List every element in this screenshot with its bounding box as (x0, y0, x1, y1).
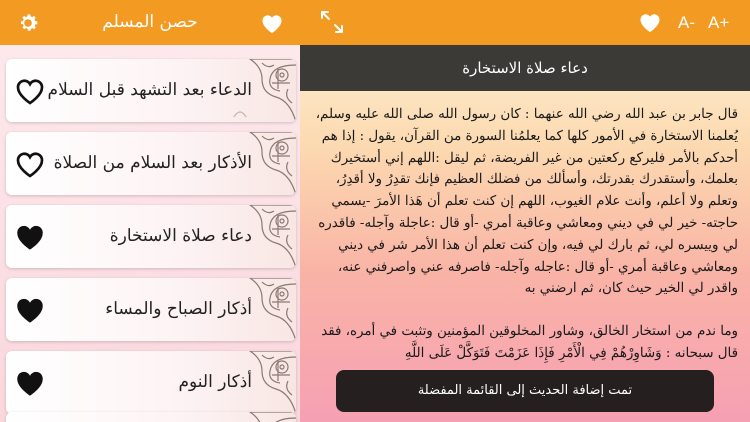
heart-outline-icon[interactable] (14, 149, 46, 179)
list-item[interactable] (6, 412, 296, 422)
list-item-label: أذكار الصباح والمساء (105, 299, 252, 319)
list-item-label: أذكار النوم (178, 372, 252, 392)
gear-icon[interactable] (12, 0, 44, 45)
list-item[interactable] (6, 278, 296, 341)
expand-icon[interactable] (318, 8, 346, 36)
dua-content (314, 104, 738, 386)
ornament-icon (232, 412, 296, 422)
sidebar-header (0, 0, 300, 45)
heart-outline-icon[interactable] (14, 76, 46, 106)
heart-filled-icon[interactable] (14, 222, 46, 252)
heart-filled-icon[interactable] (14, 295, 46, 325)
favorite-heart-icon[interactable] (638, 11, 662, 33)
font-increase-button[interactable]: A+ (708, 13, 730, 32)
dua-paragraph: قال جابر بن عبد الله رضي الله عنهما : كان رسول الله صلى الله عليه وسلم، يُعلمنا الاستخارة في الأمور كلها كما يعلمُنا السورة من القرآن، يقول : إذا هم أحدكم بالأمر فليركع ركعتين من غير الفريضة، ثم ليقل :اللهم إني أستخيرك بعلمك، وأستقدرك بقدرتك، وأسألك من فضلك العظيم فإنك تقدِرُ ولا أقدِرُ، وتعلم ولا أعلم، وأنت علام الغيوب، اللهم إن كنت تعلم أن هَذا الأمرَ -يسمي حاجته- خير لي في ديني ومعاشي وعاقبة أمري -أو قال :عاجلة وآجله- فاقدره لي وييسره لي، ثم بارك لي فيه، وإن كنت تعلم أن هذا الأمر شر في ديني ومعاشي وعاقبة أمري -أو قال :عاجله وآجله- فاصرفه عني واصرفني عنه، واقدر لي الخير حيث كان، ثم ارضني به (315, 107, 738, 297)
app-title: حصن المسلم (102, 12, 198, 32)
dua-paragraph: وما ندم من استخار الخالق، وشاور المخلوقين المؤمنين وتثبت في أمره، فقد قال سبحانه : وَشَاوِرْهُمْ فِي الْأَمْرِ فَإِذَا عَزَمْتَ فَتَوَكَّلْ عَلَى اللَّهِ (321, 324, 738, 361)
detail-pane (300, 0, 750, 422)
heart-filled-icon[interactable] (14, 368, 46, 398)
detail-header (300, 0, 750, 45)
favorites-heart-icon[interactable] (256, 0, 288, 45)
font-decrease-button[interactable]: A- (678, 13, 695, 32)
list-item[interactable] (6, 205, 296, 268)
toast-notification: تمت إضافة الحديث إلى القائمة المفضلة (336, 370, 714, 412)
list-item-label: الأذكار بعد السلام من الصلاة (53, 153, 252, 173)
list-item[interactable] (6, 132, 296, 195)
list-item-label: دعاء صلاة الاستخارة (109, 226, 252, 246)
sidebar (0, 0, 300, 422)
list-item[interactable] (6, 351, 296, 414)
dua-list (0, 45, 300, 422)
dua-title: دعاء صلاة الاستخارة (300, 45, 750, 91)
list-item-label: الدعاء بعد التشهد قبل السلام (47, 80, 252, 100)
list-item[interactable] (6, 59, 296, 122)
